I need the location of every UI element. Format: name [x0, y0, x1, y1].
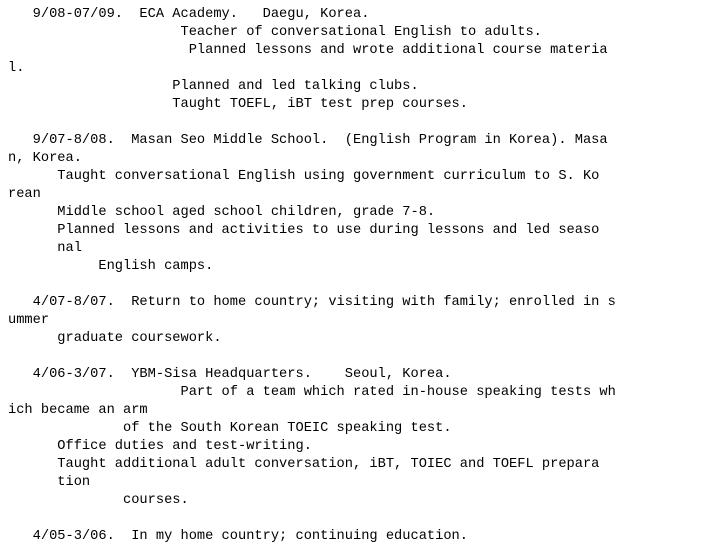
- text-line: Planned lessons and activities to use during lessons and led seaso: [8, 223, 600, 238]
- text-line: Middle school aged school children, grade 7-8.: [8, 205, 436, 220]
- text-line-wrap: n, Korea.: [8, 151, 82, 166]
- text-line: of the South Korean TOEIC speaking test.: [8, 421, 452, 436]
- text-line-wrap: ummer: [8, 313, 50, 328]
- text-line: Planned and led talking clubs.: [8, 79, 419, 94]
- blank-line: [8, 510, 705, 528]
- text-line: English camps.: [8, 259, 214, 274]
- blank-line: [8, 114, 705, 132]
- text-line: Office duties and test-writing.: [8, 439, 312, 454]
- blank-line: [8, 276, 705, 294]
- text-line: Taught additional adult conversation, iBT, TOIEC and TOEFL prepara: [8, 457, 600, 472]
- text-line-wrap: ich became an arm: [8, 403, 148, 418]
- text-line-entry2-header: 9/07-8/08. Masan Seo Middle School. (English Program in Korea). Masa: [8, 133, 608, 148]
- text-line: courses.: [8, 493, 189, 508]
- text-line: tion: [8, 475, 91, 490]
- text-line-wrap: l.: [8, 61, 25, 76]
- text-line-wrap: rean: [8, 187, 41, 202]
- text-line: Taught TOEFL, iBT test prep courses.: [8, 97, 468, 112]
- text-line: nal: [8, 241, 82, 256]
- text-line: Planned lessons and wrote additional course materia: [8, 43, 608, 58]
- text-line: Teacher of conversational English to adults.: [8, 25, 542, 40]
- text-line-entry4-header: 4/06-3/07. YBM-Sisa Headquarters. Seoul, Korea.: [8, 367, 452, 382]
- blank-line: [8, 348, 705, 366]
- text-line: Taught conversational English using government curriculum to S. Ko: [8, 169, 600, 184]
- text-line-entry3-header: 4/07-8/07. Return to home country; visiting with family; enrolled in s: [8, 295, 616, 310]
- text-line: graduate coursework.: [8, 331, 222, 346]
- text-line-entry1-header: 9/08-07/09. ECA Academy. Daegu, Korea.: [8, 7, 370, 22]
- text-line: Part of a team which rated in-house speaking tests wh: [8, 385, 616, 400]
- text-line-entry5-header: 4/05-3/06. In my home country; continuing education.: [8, 529, 468, 544]
